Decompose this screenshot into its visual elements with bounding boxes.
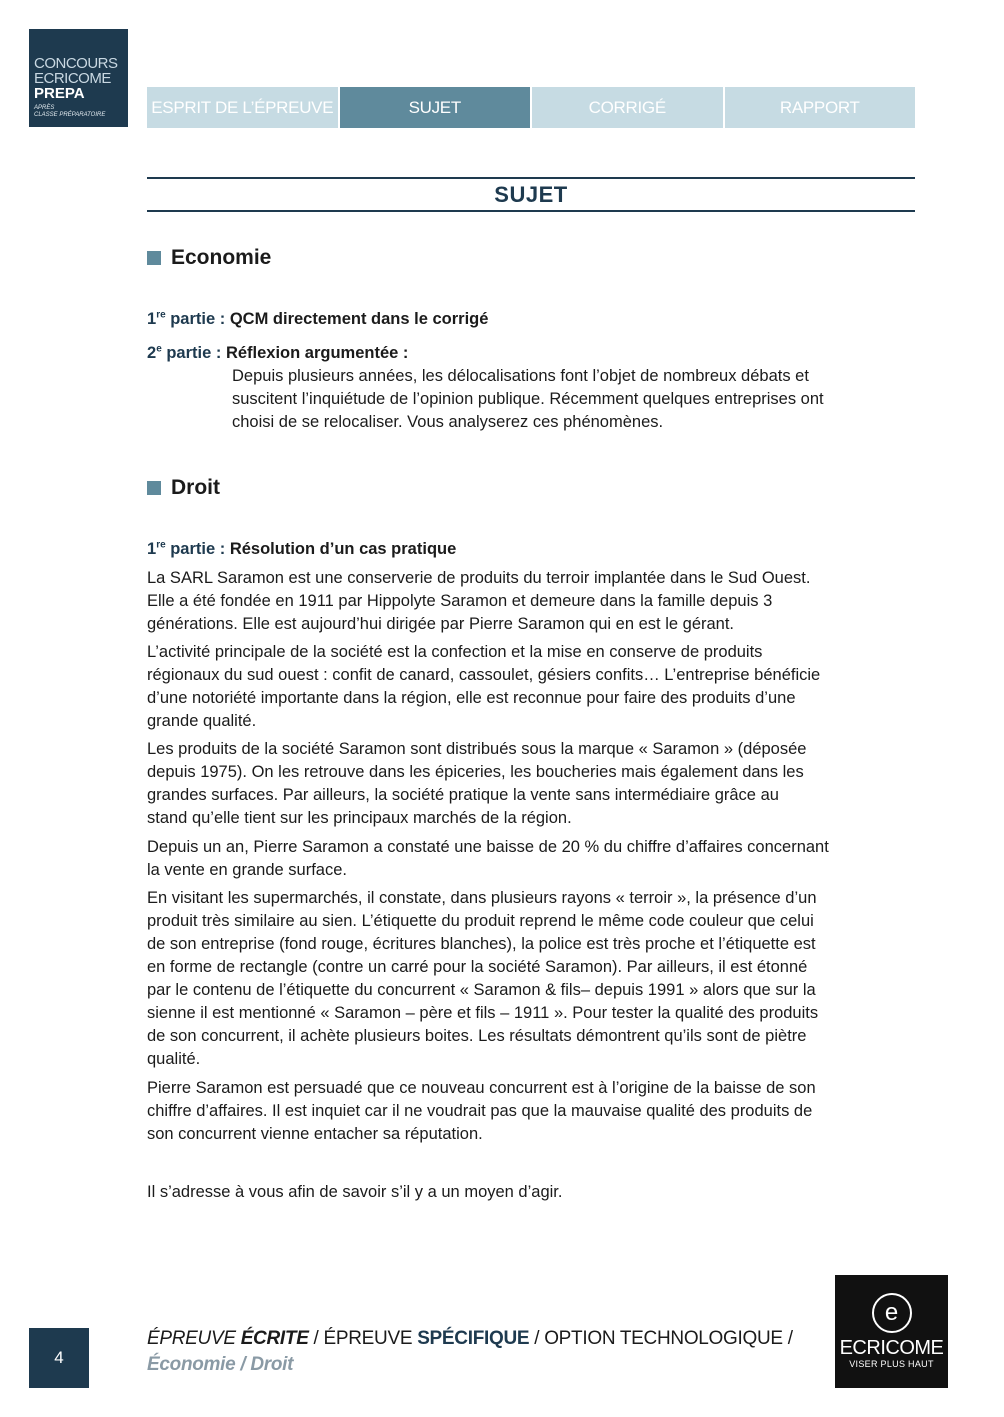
paragraph	[147, 1181, 915, 1204]
text-line: suscitent l’inquiétude de l’opinion publique. Récemment quelques entreprises ont	[232, 390, 824, 408]
footer-line-1	[147, 1326, 793, 1352]
logo-line-ecricome: ECRICOME	[34, 70, 111, 87]
page-title: SUJET	[494, 181, 568, 207]
tab-sujet[interactable]: SUJET	[340, 87, 531, 128]
logo-line-small	[34, 105, 123, 118]
paragraph	[147, 738, 915, 830]
paragraph	[147, 1077, 915, 1146]
part-label: 2e partie :	[147, 343, 222, 362]
part-title: QCM directement dans le corrigé	[225, 310, 489, 328]
part-label: 1re partie :	[147, 539, 226, 558]
economie-part-2-text	[232, 365, 915, 434]
text-line: grande qualité.	[147, 712, 257, 730]
logo-apres: APRÈS	[34, 105, 55, 111]
economie-part-2	[147, 342, 408, 365]
section-droit	[147, 476, 220, 499]
text-line: La SARL Saramon est une conserverie de produits du terroir implantée dans le Sud Ouest.	[147, 569, 811, 587]
part-title: Réflexion argumentée :	[221, 344, 409, 362]
page-title-bar	[147, 177, 915, 212]
footer-line-2: Économie / Droit	[147, 1354, 294, 1375]
brand-name: ECRICOME	[839, 1337, 944, 1359]
square-bullet-icon	[147, 481, 161, 495]
footer-caption	[147, 1326, 793, 1378]
footer-ecrite: ÉCRITE	[240, 1328, 309, 1349]
text-line: par le contenu de l’étiquette du concurrent « Saramon & fils– depuis 1991 » alors que sur la	[147, 981, 816, 999]
section-heading-economie: Economie	[171, 246, 272, 269]
text-line: régionaux du sud ouest : confit de canard, cassoulet, gésiers confits… L’entreprise bénéficie	[147, 666, 821, 684]
concours-logo	[29, 29, 128, 127]
logo-line-prepa: PREPA	[34, 85, 85, 102]
text-line: Il s’adresse à vous afin de savoir s’il y a un moyen d’agir.	[147, 1183, 563, 1201]
part-label: 1re partie :	[147, 309, 226, 328]
text-line: son concurrent vienne entacher sa réputation.	[147, 1125, 483, 1143]
text-line: stand qu’elle tient sur les principaux marchés de la région.	[147, 809, 572, 827]
text-line: produit très similaire au sien. L’étiquette du produit reprend le même code couleur que celui	[147, 912, 814, 930]
text-line: générations. Elle est aujourd’hui dirigée par Pierre Saramon qui en est le gérant.	[147, 615, 735, 633]
section-tabs	[147, 87, 915, 128]
tab-corrige[interactable]: CORRIGÉ	[532, 87, 723, 128]
text-line: choisi de se relocaliser. Vous analyserez ces phénomènes.	[232, 413, 664, 431]
droit-part-1	[147, 538, 456, 561]
text-line: Les produits de la société Saramon sont distribués sous la marque « Saramon » (déposée	[147, 740, 807, 758]
part-title: Résolution d’un cas pratique	[225, 540, 457, 558]
paragraph	[147, 836, 915, 882]
text-line: Elle a été fondée en 1911 par Hippolyte Saramon et demeure dans la famille depuis 3	[147, 592, 773, 610]
footer-epreuve: ÉPREUVE	[147, 1328, 241, 1349]
text-line: d’une notoriété importante dans la région, elle est reconnue pour faire des produits d’une	[147, 689, 796, 707]
tab-rapport[interactable]: RAPPORT	[725, 87, 916, 128]
text-line: Depuis plusieurs années, les délocalisations font l’objet de nombreux débats et	[232, 367, 809, 385]
brand-tagline: VISER PLUS HAUT	[849, 1359, 934, 1369]
footer-epreuve-2: / ÉPREUVE	[308, 1328, 418, 1349]
section-economie	[147, 246, 271, 269]
tab-esprit[interactable]: ESPRIT DE L’ÉPREUVE	[147, 87, 338, 128]
brand-letter: e	[884, 1299, 899, 1326]
ecricome-e-icon	[872, 1293, 912, 1333]
paragraph	[147, 641, 915, 733]
economie-part-1	[147, 308, 488, 331]
square-bullet-icon	[147, 251, 161, 265]
text-line: Pierre Saramon est persuadé que ce nouveau concurrent est à l’origine de la baisse de son	[147, 1079, 816, 1097]
footer-option: / OPTION TECHNOLOGIQUE /	[529, 1328, 793, 1349]
text-line: la vente en grande surface.	[147, 861, 347, 879]
text-line: En visitant les supermarchés, il constate, dans plusieurs rayons « terroir », la présence d’un	[147, 889, 817, 907]
text-line: de son concurrent, il achète plusieurs boites. Les résultats démontrent qu’ils sont de piètre	[147, 1027, 807, 1045]
text-line: L’activité principale de la société est la confection et la mise en conserve de produits	[147, 643, 763, 661]
footer-specifique: SPÉCIFIQUE	[417, 1328, 530, 1349]
text-line: grandes surfaces. Par ailleurs, la société pratique la vente sans intermédiaire grâce au	[147, 786, 779, 804]
logo-classe: CLASSE PRÉPARATOIRE	[34, 111, 106, 118]
text-line: depuis 1975). On les retrouve dans les épiceries, les boucheries mais également dans les	[147, 763, 804, 781]
text-line: de son entreprise (fond rouge, écritures blanches), la police est très proche et l’étiquette est	[147, 935, 816, 953]
paragraph	[147, 567, 915, 636]
text-line: Depuis un an, Pierre Saramon a constaté une baisse de 20 % du chiffre d’affaires concernant	[147, 838, 829, 856]
logo-line-concours: CONCOURS	[34, 55, 118, 72]
text-line: qualité.	[147, 1050, 201, 1068]
text-line: en forme de rectangle (contre un carré pour la société Saramon). Par ailleurs, il est étonné	[147, 958, 808, 976]
text-line: chiffre d’affaires. Il est inquiet car il ne voudrait pas que la mauvaise qualité des produits de	[147, 1102, 813, 1120]
paragraph	[147, 887, 915, 1071]
section-heading-droit: Droit	[171, 476, 220, 499]
page-number: 4	[29, 1328, 89, 1388]
text-line: sienne il est mentionné « Saramon – père et fils – 1911 ». Pour tester la qualité des produits	[147, 1004, 819, 1022]
ecricome-logo	[835, 1275, 948, 1388]
